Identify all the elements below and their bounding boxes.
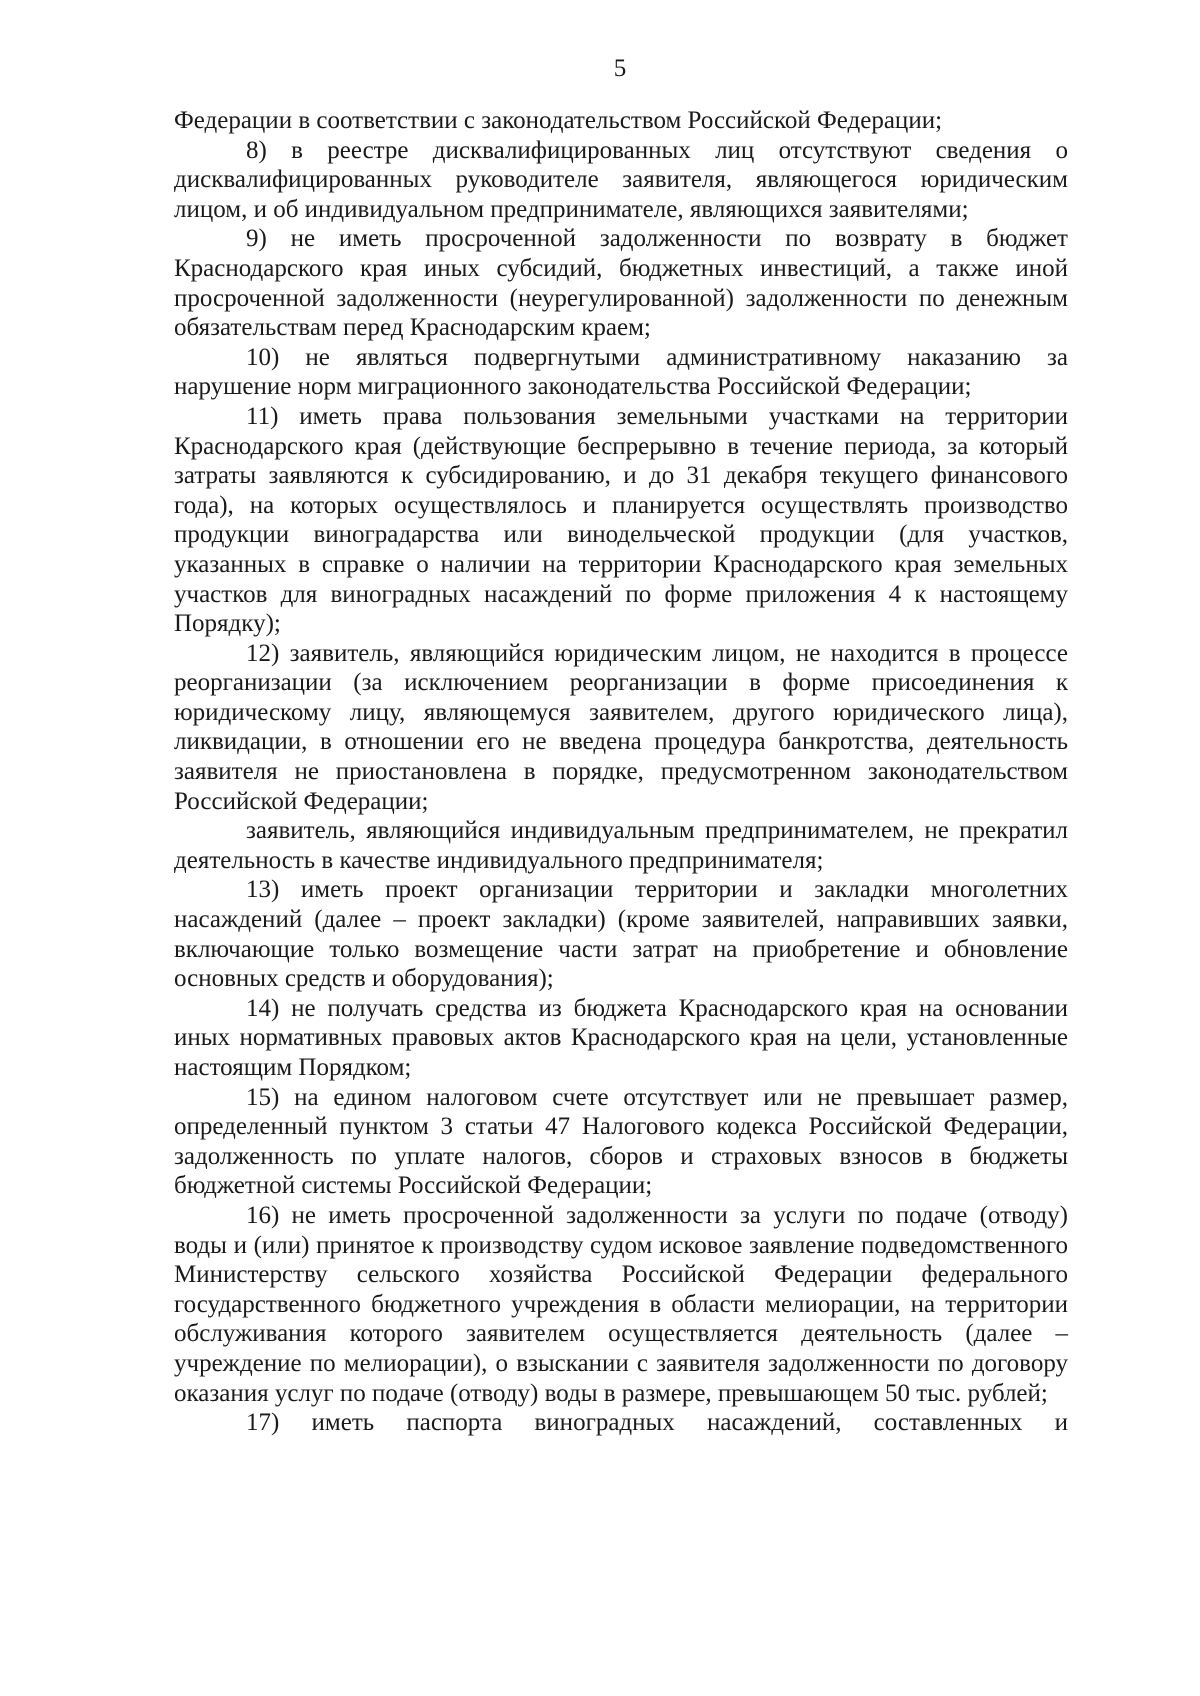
paragraph-item-17: 17) иметь паспорта виноградных насаждений, составленных и (246, 1409, 1068, 1437)
page-number: 5 (613, 55, 627, 82)
paragraph-item-10: 10) не являться подвергнутыми административному наказанию за нарушение норм миграционного законодательства Российской Федерации; (174, 343, 1068, 401)
paragraph-item-9: 9) не иметь просроченной задолженности по возврату в бюджет Краснодарского края иных субсидий, бюджетных инвестиций, а также иной просроченной задолженности (неурегулированной) задолженности по денежным обязательствам перед Краснодарским краем; (174, 225, 1068, 342)
paragraph-item-16: 16) не иметь просроченной задолженности за услуги по подаче (отводу) воды и (или) принятое к производству судом исковое заявление подведомственного Министерству сельского хозяйства Российской Федерации федерального государственного бюджетного учреждения в области мелиорации, на территории обслуживания которого заявителем осуществляется деятельность (далее – учреждение по мелиорации), о взыскании с заявителя задолженности по договору оказания услуг по подаче (отводу) воды в размере, превышающем 50 тыс. рублей; (174, 1201, 1068, 1407)
document-body (174, 106, 1068, 1438)
paragraph-item-14: 14) не получать средства из бюджета Краснодарского края на основании иных нормативных правовых актов Краснодарского края на цели, установленные настоящим Порядком; (174, 994, 1068, 1081)
paragraph-item-8: 8) в реестре дисквалифицированных лиц отсутствуют сведения о дисквалифицированных руководителе заявителя, являющегося юридическим лицом, и об индивидуальном предпринимателе, являющихся заявителями; (174, 136, 1068, 223)
paragraph-item-12-sole-proprietor: заявитель, являющийся индивидуальным предпринимателем, не прекратил деятельность в качестве индивидуального предпринимателя; (174, 817, 1068, 874)
paragraph-continuation: Федерации в соответствии с законодательством Российской Федерации; (174, 107, 943, 134)
paragraph-item-12: 12) заявитель, являющийся юридическим лицом, не находится в процессе реорганизации (за исключением реорганизации в форме присоединения к юридическому лицу, являющемуся заявителем, другого юридического лица), ликвидации, в отношении его не введена процедура банкротства, деятельность заявителя не приостановлена в порядке, предусмотренном законодательством Российской Федерации; (174, 639, 1068, 815)
paragraph-item-15: 15) на едином налоговом счете отсутствует или не превышает размер, определенный пунктом 3 статьи 47 Налогового кодекса Российской Федерации, задолженность по уплате налогов, сборов и страховых взносов в бюджеты бюджетной системы Российской Федерации; (174, 1083, 1068, 1200)
paragraph-item-13: 13) иметь проект организации территории и закладки многолетних насаждений (далее – проект закладки) (кроме заявителей, направивших заявки, включающие только возмещение части затрат на приобретение и обновление основных средств и оборудования); (174, 876, 1068, 993)
paragraph-item-11: 11) иметь права пользования земельными участками на территории Краснодарского края (действующие беспрерывно в течение периода, за который затраты заявляются к субсидированию, и до 31 декабря текущего финансового года), на которых осуществлялось и планируется осуществлять производство продукции виноградарства или винодельческой продукции (для участков, указанных в справке о наличии на территории Краснодарского края земельных участков для виноградных насаждений по форме приложения 4 к настоящему Порядку); (174, 402, 1068, 638)
